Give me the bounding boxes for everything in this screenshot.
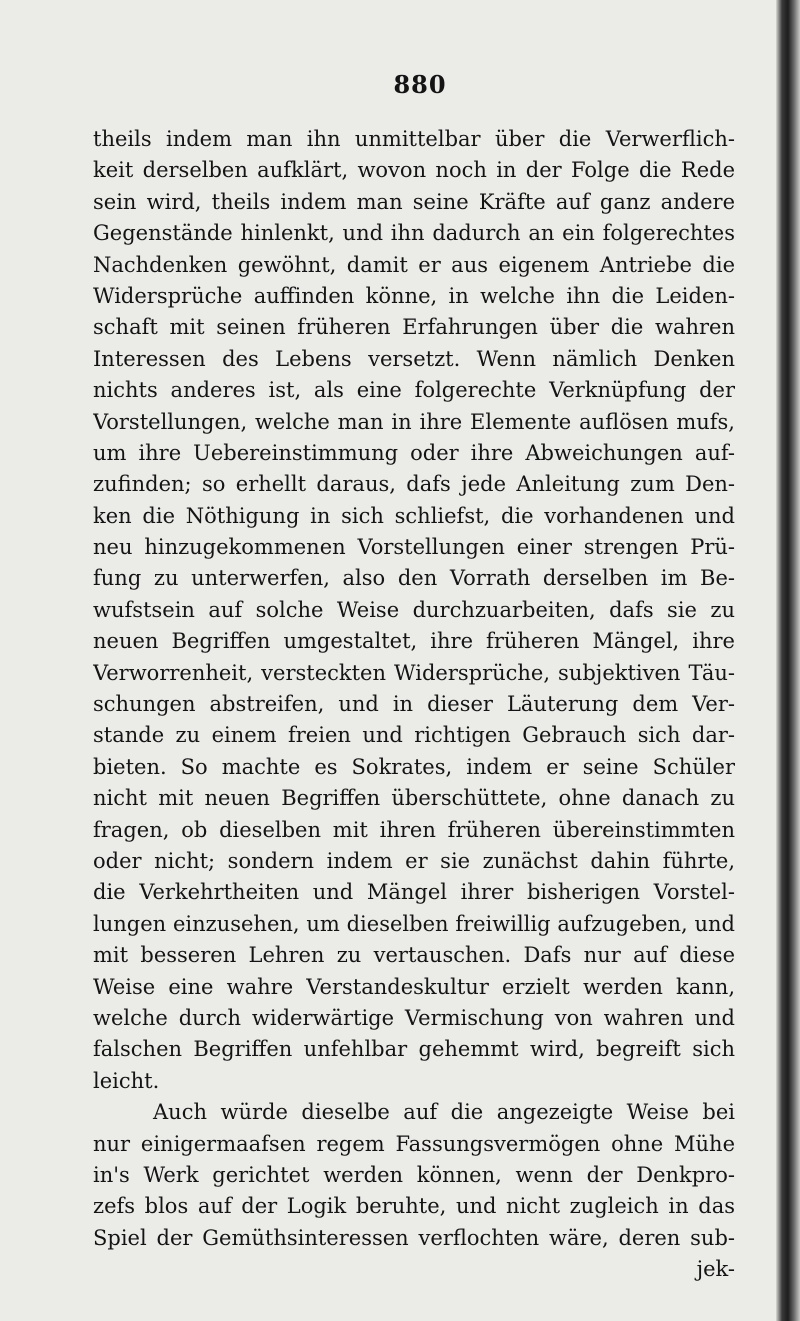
- text-line: keit derselben aufklärt, wovon noch in der Folge die Rede: [93, 158, 735, 183]
- text-line: Interessen des Lebens versetzt. Wenn nämlich Denken: [93, 346, 735, 371]
- catchword: jek-: [696, 1257, 735, 1282]
- body-text: [93, 124, 735, 1285]
- text-line: Nachdenken gewöhnt, damit er aus eigenem Antriebe die: [93, 252, 735, 277]
- text-line: Widersprüche auffinden könne, in welche ihn die Leiden-: [93, 283, 735, 308]
- text-line: wufstsein auf solche Weise durchzuarbeiten, dafs sie zu: [93, 597, 735, 622]
- text-line: mit besseren Lehren zu vertauschen. Dafs nur auf diese: [93, 943, 735, 968]
- paragraph: [93, 1097, 735, 1254]
- text-line: lungen einzusehen, um dieselben freiwillig aufzugeben, und: [93, 911, 735, 936]
- page-edge-shadow: [776, 0, 800, 1321]
- text-line: nicht mit neuen Begriffen überschüttete, ohne danach zu: [93, 786, 735, 811]
- text-line: um ihre Uebereinstimmung oder ihre Abweichungen auf-: [93, 440, 735, 465]
- text-line: Gegenstände hinlenkt, und ihn dadurch an ein folgerechtes: [93, 221, 735, 246]
- text-line: Weise eine wahre Verstandeskultur erzielt werden kann,: [93, 974, 735, 999]
- text-line: nur einigermaafsen regem Fassungsvermögen ohne Mühe: [93, 1131, 735, 1156]
- text-line: ken die Nöthigung in sich schliefst, die vorhandenen und: [93, 503, 735, 528]
- text-line: theils indem man ihn unmittelbar über die Verwerflich-: [93, 127, 735, 151]
- text-line: leicht.: [93, 1068, 160, 1093]
- text-line: fragen, ob dieselben mit ihren früheren übereinstimmten: [93, 817, 735, 842]
- text-line: bieten. So machte es Sokrates, indem er seine Schüler: [93, 754, 735, 779]
- page-number: 880: [393, 70, 447, 99]
- text-line: in's Werk gerichtet werden können, wenn der Denkpro-: [93, 1162, 735, 1187]
- text-line: oder nicht; sondern indem er sie zunächst dahin führte,: [93, 848, 735, 873]
- text-line: fung zu unterwerfen, also den Vorrath derselben im Be-: [93, 566, 735, 591]
- text-line: neu hinzugekommenen Vorstellungen einer strengen Prü-: [93, 535, 735, 560]
- paragraph: [93, 124, 735, 1097]
- text-line: welche durch widerwärtige Vermischung von wahren und: [93, 1005, 735, 1030]
- text-line: stande zu einem freien und richtigen Gebrauch sich dar-: [93, 723, 735, 748]
- text-line: neuen Begriffen umgestaltet, ihre früheren Mängel, ihre: [93, 629, 735, 654]
- text-line: nichts anderes ist, als eine folgerechte Verknüpfung der: [93, 378, 735, 403]
- text-line: schaft mit seinen früheren Erfahrungen über die wahren: [93, 315, 735, 340]
- text-line: schungen abstreifen, und in dieser Läuterung dem Ver-: [93, 692, 735, 717]
- text-line: sein wird, theils indem man seine Kräfte auf ganz andere: [93, 189, 735, 214]
- text-line: Spiel der Gemüthsinteressen verflochten wäre, deren sub-: [93, 1225, 735, 1250]
- text-line: die Verkehrtheiten und Mängel ihrer bisherigen Vorstel-: [93, 880, 735, 905]
- text-line: zufinden; so erhellt daraus, dafs jede Anleitung zum Den-: [93, 472, 735, 497]
- text-line: Auch würde dieselbe auf die angezeigte Weise bei: [153, 1100, 735, 1125]
- text-line: zefs blos auf der Logik beruhte, und nicht zugleich in das: [93, 1194, 735, 1219]
- text-line: Verworrenheit, versteckten Widersprüche, subjektiven Täu-: [93, 660, 735, 685]
- text-line: falschen Begriffen unfehlbar gehemmt wird, begreift sich: [93, 1037, 735, 1062]
- text-line: Vorstellungen, welche man in ihre Elemente auflösen mufs,: [93, 409, 735, 434]
